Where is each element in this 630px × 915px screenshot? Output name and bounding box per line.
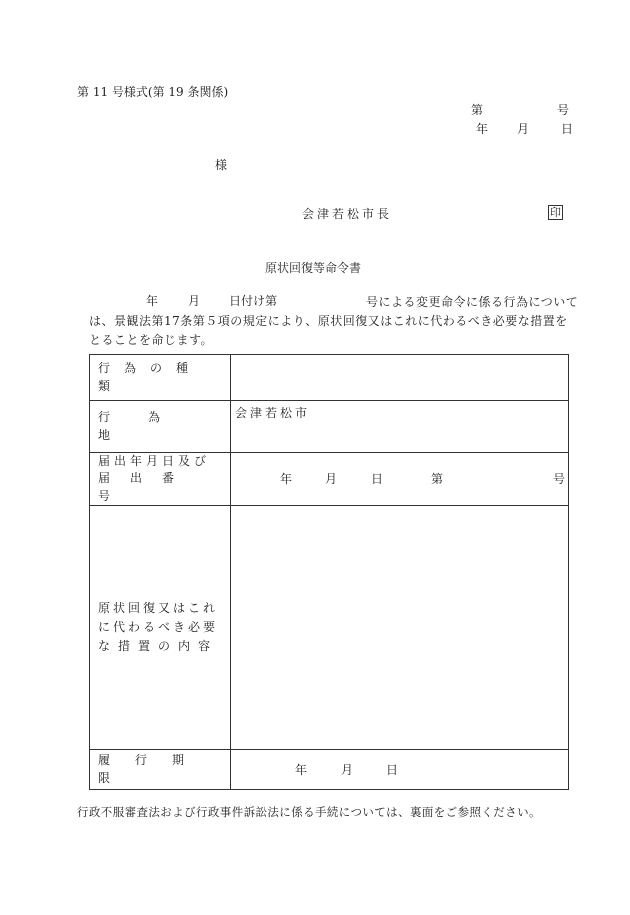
- label-line: 届出番号: [98, 471, 195, 503]
- document-title: 原状回復等命令書: [265, 261, 362, 275]
- city-prefix: 会津若松市: [235, 406, 311, 420]
- body-month: 月: [188, 294, 201, 308]
- label-text: 行為の種類: [98, 361, 203, 393]
- form-table: [89, 354, 569, 790]
- label-filing-date-number: [90, 453, 231, 506]
- label-line: 原状回復又はこれ: [98, 601, 219, 616]
- label-line: な措置の内容: [98, 639, 219, 654]
- body-day-dated: 日付け第: [229, 294, 278, 308]
- deadline-day: 日: [386, 763, 399, 778]
- value-action-type[interactable]: [231, 355, 569, 401]
- date-month: 月: [517, 122, 530, 136]
- body-text: 号による変更命令に係る行為について は、景観法第17条第５項の規定により、原状回復又はこれに代わるべき必要な措置をとることを命じます。: [89, 295, 579, 347]
- filing-no-suffix: 号: [553, 472, 566, 486]
- filing-day: 日: [371, 472, 384, 486]
- value-restoration-measures[interactable]: [231, 506, 569, 750]
- label-action-site: [90, 401, 231, 453]
- label-restoration-measures: [90, 506, 231, 750]
- table-row: [90, 453, 569, 506]
- filing-month: 月: [325, 472, 338, 486]
- table-row: [90, 355, 569, 401]
- table-row: [90, 506, 569, 750]
- filing-year: 年: [280, 472, 293, 486]
- label-action-type: [90, 355, 231, 401]
- form-number: 第 11 号様式(第 19 条関係): [77, 85, 229, 99]
- value-filing-date-number[interactable]: [231, 453, 569, 506]
- label-deadline: [90, 750, 231, 790]
- value-deadline[interactable]: [231, 750, 569, 790]
- footer-note: 行政不服審査法および行政事件訴訟法に係る手続については、裏面をご参照ください。: [77, 805, 541, 819]
- body-year: 年: [146, 294, 159, 308]
- date-year: 年: [476, 122, 489, 136]
- value-action-site[interactable]: [231, 401, 569, 453]
- label-line: 届出年月日及び: [98, 454, 211, 468]
- label-text: 履行期限: [98, 753, 210, 785]
- label-line: に代わるべき必要: [98, 620, 219, 635]
- body-paragraph: [89, 293, 579, 350]
- date-day: 日: [561, 122, 574, 136]
- label-text: 行為地: [98, 410, 199, 442]
- deadline-month: 月: [341, 763, 354, 778]
- doc-number-suffix: 号: [557, 103, 570, 117]
- table-row: [90, 401, 569, 453]
- doc-number-prefix: 第: [471, 103, 484, 117]
- table-row: [90, 750, 569, 790]
- filing-no-prefix: 第: [431, 472, 444, 486]
- addressee-honorific: 様: [215, 158, 228, 172]
- issuer-name: 会津若松市長: [302, 207, 393, 221]
- deadline-year: 年: [295, 763, 308, 778]
- seal-mark: 印: [550, 206, 561, 219]
